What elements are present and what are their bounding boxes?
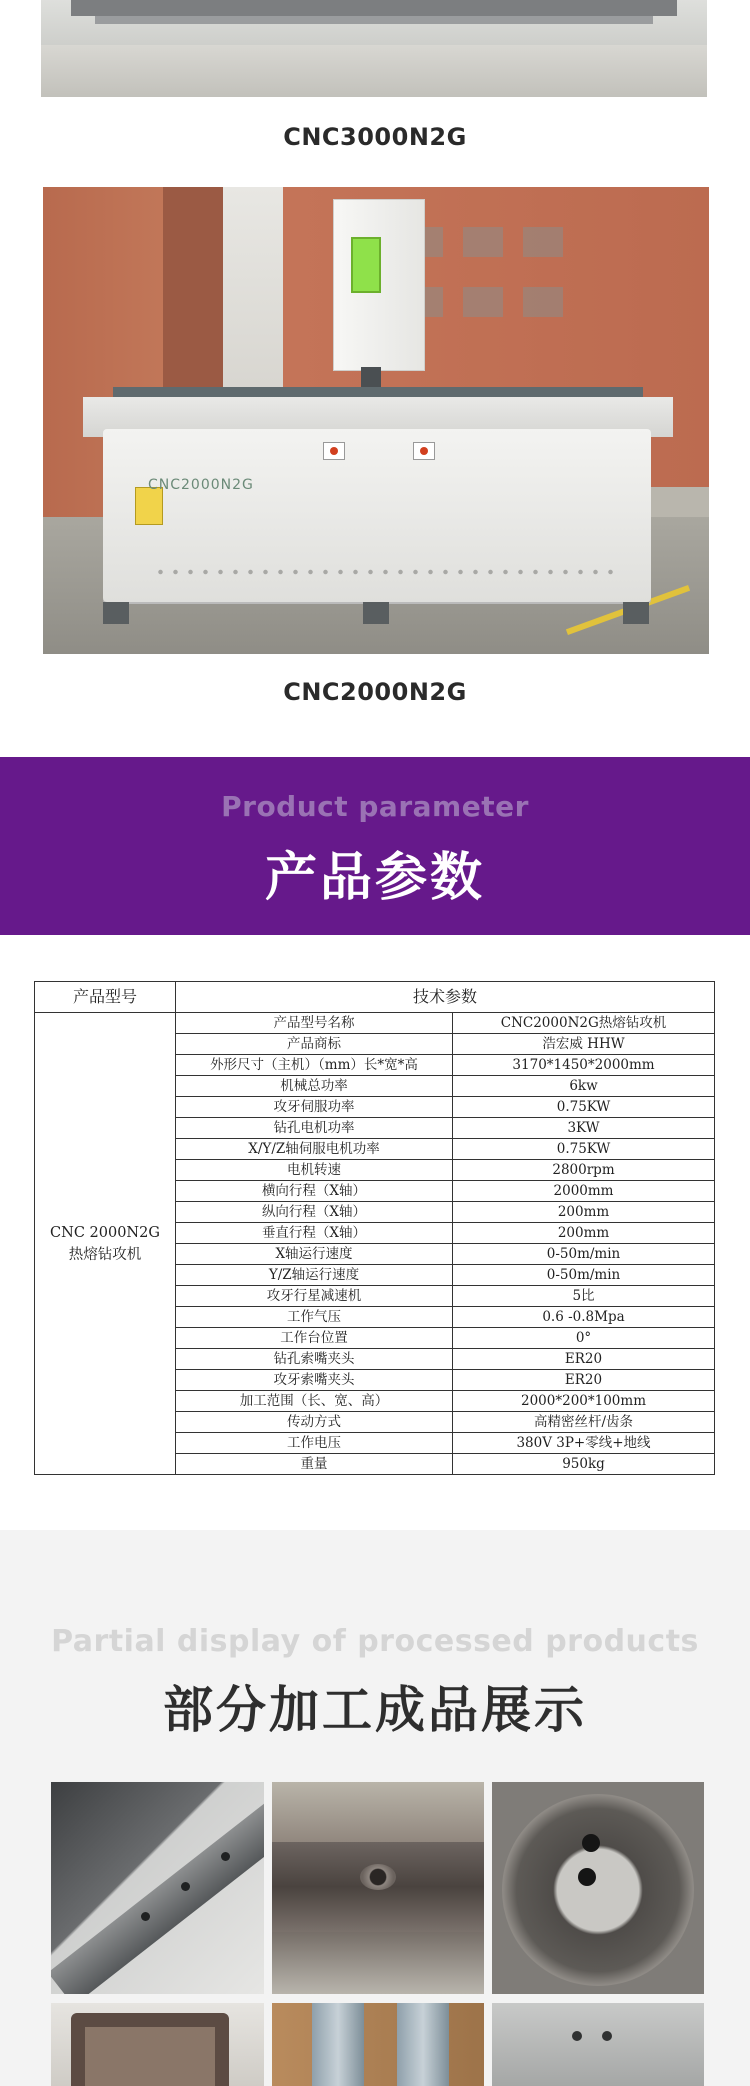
param-value: 3KW	[453, 1118, 715, 1139]
param-value: 0.6 -0.8Mpa	[453, 1307, 715, 1328]
param-value: 0.75KW	[453, 1139, 715, 1160]
parameter-title-en: Product parameter	[221, 790, 529, 823]
param-name: 攻牙行星减速机	[176, 1286, 453, 1307]
param-name: 攻牙伺服功率	[176, 1097, 453, 1118]
table-header-row	[35, 982, 715, 1013]
param-name: 攻牙索嘴夹头	[176, 1370, 453, 1391]
product-photo-2	[272, 1782, 484, 1994]
param-name: 工作气压	[176, 1307, 453, 1328]
machine-photo-cnc3000n2g	[41, 0, 707, 97]
table-row	[35, 1013, 715, 1034]
param-value: 200mm	[453, 1223, 715, 1244]
param-value: 6kw	[453, 1076, 715, 1097]
product-photo-4	[51, 2003, 264, 2086]
param-name: X轴运行速度	[176, 1244, 453, 1265]
product-photo-3	[492, 1782, 704, 1994]
param-name: 外形尺寸（主机）（mm）长*宽*高	[176, 1055, 453, 1076]
header-model: 产品型号	[35, 982, 176, 1013]
param-name: 电机转速	[176, 1160, 453, 1181]
param-name: Y/Z轴运行速度	[176, 1265, 453, 1286]
param-name: 横向行程（X轴）	[176, 1181, 453, 1202]
parameter-table	[34, 981, 715, 1475]
param-name: 重量	[176, 1454, 453, 1475]
machine-caption-2: CNC2000N2G	[283, 678, 467, 706]
param-value: 0°	[453, 1328, 715, 1349]
parameter-title-cn: 产品参数	[264, 848, 485, 908]
products-title-cn: 部分加工成品展示	[163, 1681, 587, 1739]
param-name: 工作电压	[176, 1433, 453, 1454]
products-title-en: Partial display of processed products	[51, 1624, 699, 1659]
param-name: 钻孔索嘴夹头	[176, 1349, 453, 1370]
param-name: 工作台位置	[176, 1328, 453, 1349]
param-name: 垂直行程（X轴）	[176, 1223, 453, 1244]
machine-body-label: CNC2000N2G	[148, 477, 254, 493]
param-value: ER20	[453, 1370, 715, 1391]
param-name: 产品商标	[176, 1034, 453, 1055]
param-value: 5比	[453, 1286, 715, 1307]
product-photo-5	[272, 2003, 484, 2086]
param-value: 3170*1450*2000mm	[453, 1055, 715, 1076]
param-name: 机械总功率	[176, 1076, 453, 1097]
param-value: ER20	[453, 1349, 715, 1370]
product-photo-1	[51, 1782, 264, 1994]
param-value: 浩宏威 HHW	[453, 1034, 715, 1055]
param-value: 2800rpm	[453, 1160, 715, 1181]
param-value: 0-50m/min	[453, 1244, 715, 1265]
param-value: 200mm	[453, 1202, 715, 1223]
machine-caption-1: CNC3000N2G	[283, 123, 467, 151]
param-value: 0-50m/min	[453, 1265, 715, 1286]
param-name: X/Y/Z轴伺服电机功率	[176, 1139, 453, 1160]
header-spec: 技术参数	[176, 982, 715, 1013]
param-name: 传动方式	[176, 1412, 453, 1433]
model-cell: CNC 2000N2G 热熔钻攻机	[35, 1013, 176, 1475]
param-value: 380V 3P+零线+地线	[453, 1433, 715, 1454]
param-name: 纵向行程（X轴）	[176, 1202, 453, 1223]
param-value: 950kg	[453, 1454, 715, 1475]
param-name: 产品型号名称	[176, 1013, 453, 1034]
param-value: 高精密丝杆/齿条	[453, 1412, 715, 1433]
param-value: 2000*200*100mm	[453, 1391, 715, 1412]
param-name: 钻孔电机功率	[176, 1118, 453, 1139]
param-value: 2000mm	[453, 1181, 715, 1202]
param-name: 加工范围（长、宽、高）	[176, 1391, 453, 1412]
machine-photo-cnc2000n2g	[43, 187, 709, 654]
param-value: CNC2000N2G热熔钻攻机	[453, 1013, 715, 1034]
product-photo-6	[492, 2003, 704, 2086]
param-value: 0.75KW	[453, 1097, 715, 1118]
